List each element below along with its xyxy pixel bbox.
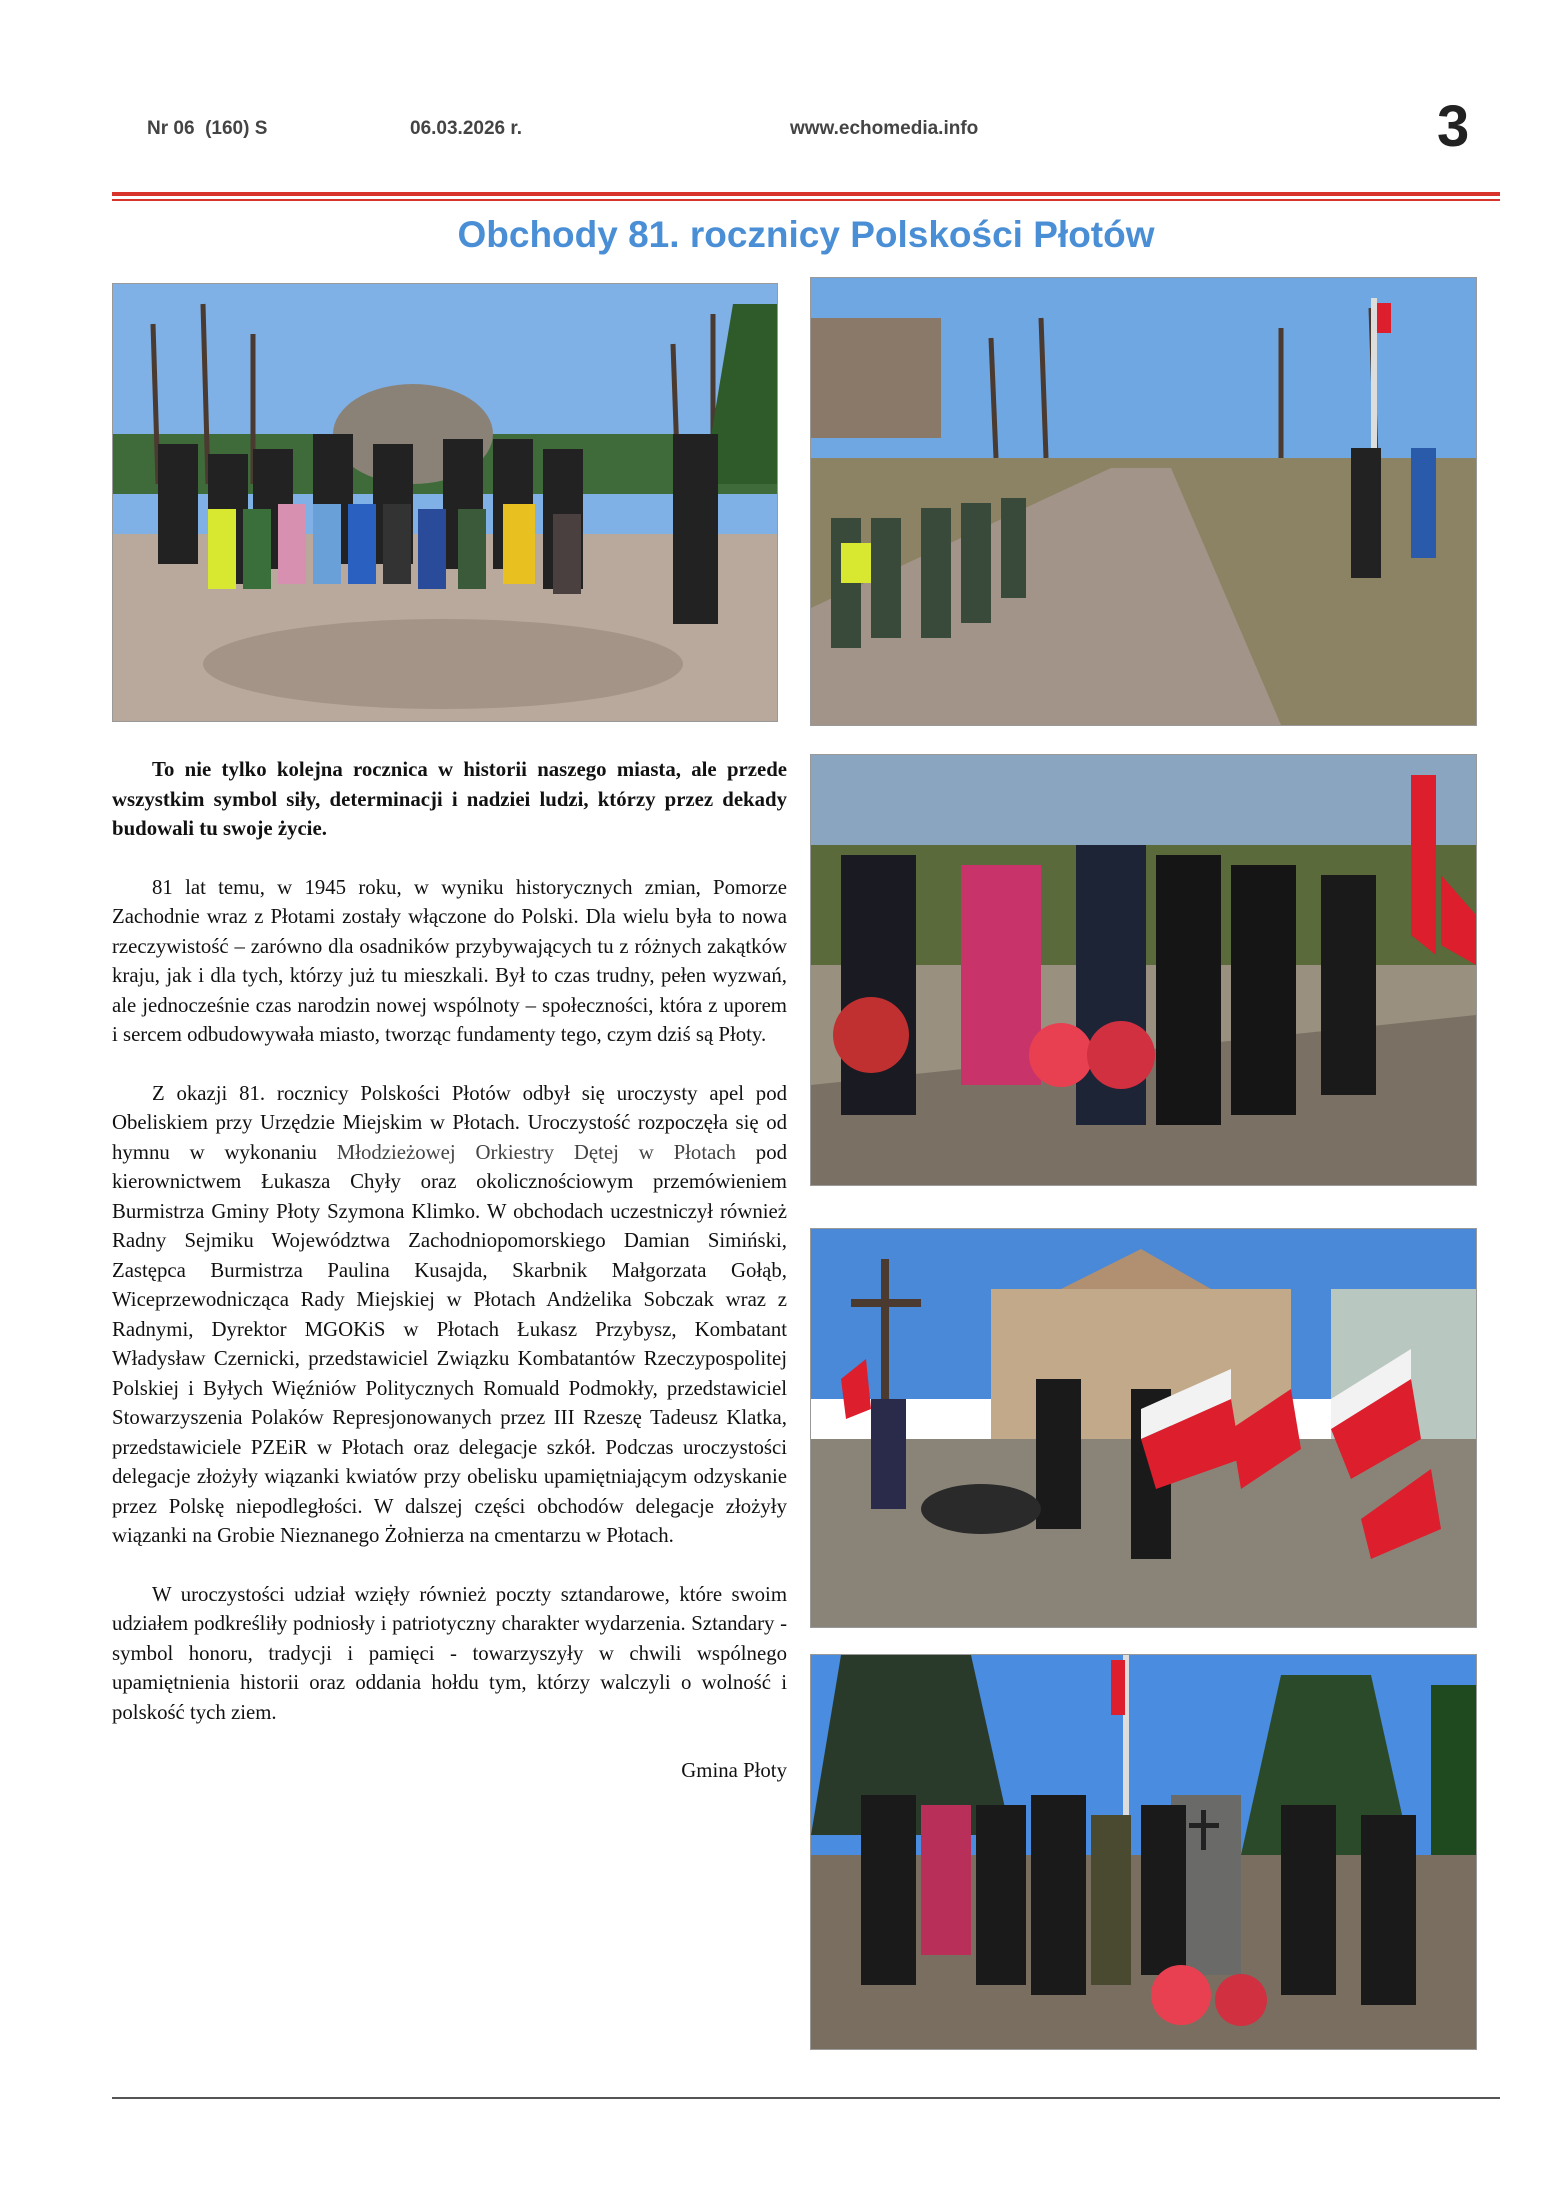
page-number: 3	[1437, 94, 1470, 159]
header-rule-bottom	[112, 199, 1500, 201]
article-signature: Gmina Płoty	[681, 1759, 787, 1782]
article-lead: To nie tylko kolejna rocznica w historii naszego miasta, ale przede wszystkim symbol siły, determinacji i nadziei ludzi, którzy przez dekady budowali tu swoje życie.	[112, 758, 787, 840]
paragraph-2-text-start: Z okazji 81. rocznicy Polskości Płotów odbył się uroczysty apel pod Obeliskiem przy Urzędzie Miejskim w Płotach. Uroczystość rozpoczęła się od hymnu w wykonaniu	[112, 1081, 787, 1164]
orchestra-highlight: Młodzieżowej Orkiestry Dętej w Płotach	[336, 1140, 736, 1164]
issue-date: 06.03.2026 r.	[410, 118, 522, 139]
article-paragraph-1: 81 lat temu, w 1945 roku, w wyniku historycznych zmian, Pomorze Zachodnie wraz z Płotami zostały włączone do Polski. Dla wielu była to nowa rzeczywistość – zarówno dla osadników przybywających tu z różnych zakątków kraju, jak i dla tych, którzy już tu mieszkali. Był to czas trudny, pełen wyzwań, ale jednocześnie czas narodzin nowej wspólnoty – społeczności, która z uporem i sercem odbudowywała miasto, tworząc fundamenty tego, czym dziś są Płoty.	[112, 875, 787, 1046]
article-paragraph-3: W uroczystości udział wzięły również poczty sztandarowe, które swoim udziałem podkreśliły podniosły i patriotyczny charakter wydarzenia. Sztandary - symbol honoru, tradycji i pamięci - towarzyszyły w chwili wspólnego upamiętnienia historii oraz oddania hołdu tym, którzy walczyli o wolność i polskość tych ziem.	[112, 1582, 787, 1724]
article-paragraph-2	[112, 1079, 787, 1551]
footer-rule	[112, 2097, 1500, 2099]
article-body	[112, 755, 787, 1786]
photo-children-line	[810, 277, 1477, 726]
photo-officials-flowers	[810, 754, 1477, 1186]
photo-group-children	[112, 283, 778, 722]
article-title: Obchody 81. rocznicy Polskości Płotów	[457, 214, 1155, 255]
paragraph-2-text-end: pod kierownictwem Łukasza Chyły oraz okolicznościowym przemówieniem Burmistrza Gminy Płoty Szymona Klimko. W obchodach uczestniczył również Radny Sejmiku Województwa Zachodniopomorskiego Damian Simiński, Zastępca Burmistrza Paulina Kusajda, Skarbnik Małgorzata Gołąb, Wiceprzewodnicząca Rady Miejskiej w Płotach Andżelika Sobczak wraz z Radnymi, Dyrektor MGOKiS w Płotach Łukasz Przybysz, Kombatant Władysław Czernicki, przedstawiciel Związku Kombatantów Rzeczypospolitej Polskiej i Byłych Więźniów Politycznych Romuald Podmokły, przedstawiciel Stowarzyszenia Polaków Represjonowanych przez III Rzeszę Tadeusz Klatka, przedstawiciele PZEiR w Płotach oraz delegacje szkół. Podczas uroczystości delegacje złożyły wiązanki kwiatów przy obelisku upamiętniającym odzyskanie przez Polskę niepodległości. W dalszej części obchodów delegacje złożyły wiązanki na Grobie Nieznanego Żołnierza na cmentarzu w Płotach.	[112, 1140, 787, 1547]
photo-cemetery	[810, 1654, 1477, 2050]
header-rule-top	[112, 192, 1500, 196]
website-link[interactable]: www.echomedia.info	[790, 118, 979, 139]
photo-square-flags	[810, 1228, 1477, 1628]
issue-number: Nr 06 (160) S	[147, 118, 268, 139]
